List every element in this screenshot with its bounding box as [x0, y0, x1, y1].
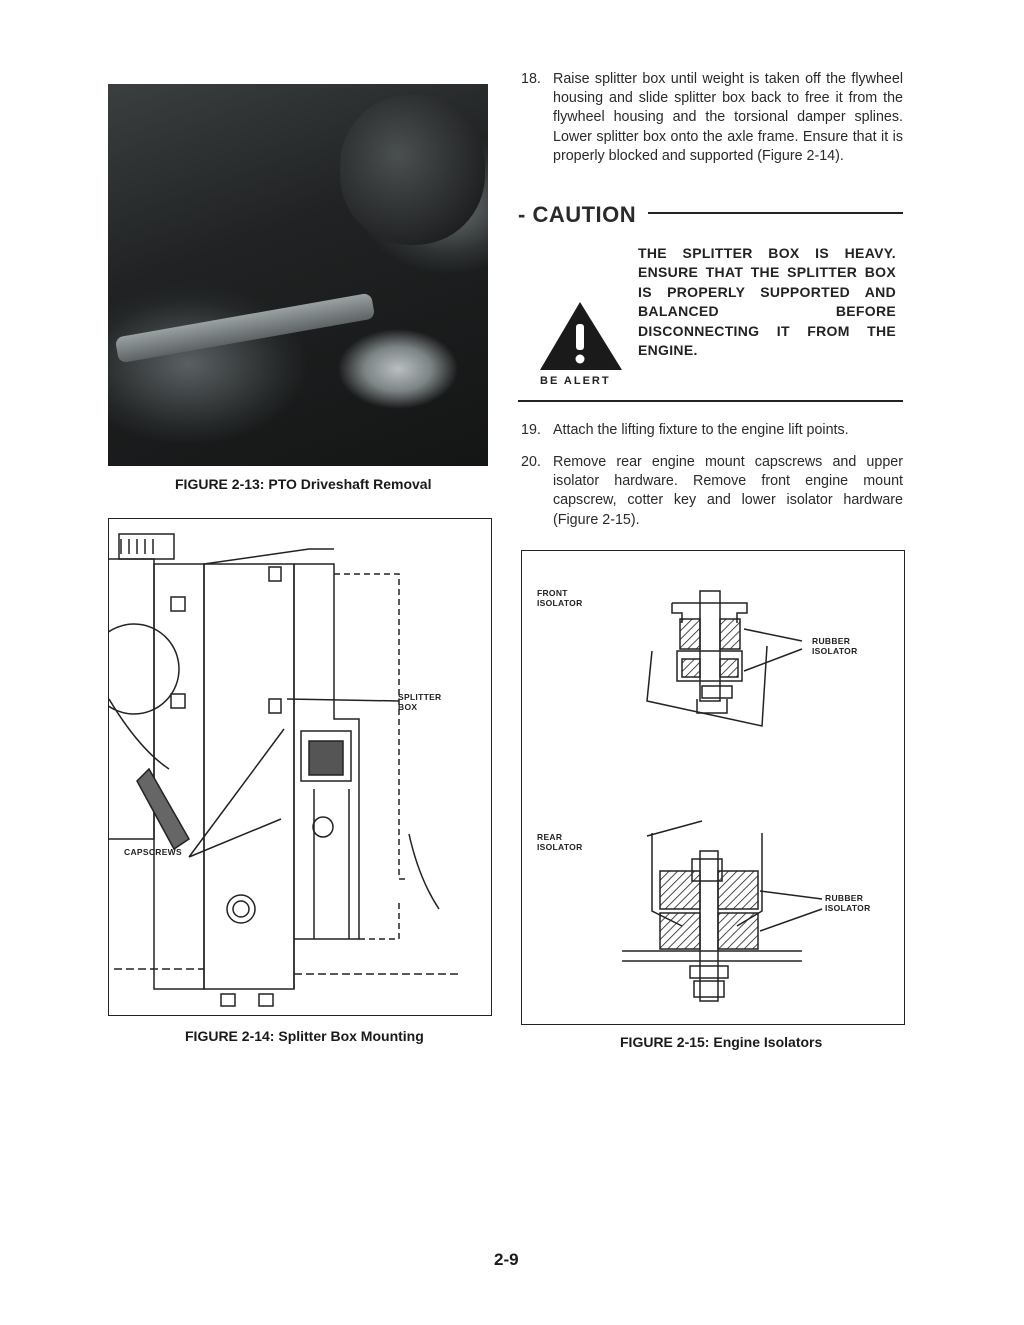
splitter-box-drawing	[109, 519, 491, 1015]
page-number: 2-9	[494, 1250, 519, 1269]
figure-2-14-caption: FIGURE 2-14: Splitter Box Mounting	[185, 1028, 424, 1044]
splitter-label-line2: BOX	[398, 702, 418, 712]
be-alert-label: BE ALERT	[540, 375, 611, 387]
warning-triangle-icon	[538, 298, 628, 373]
figure-2-14-diagram	[108, 518, 492, 1016]
front-isolator-label	[537, 588, 583, 608]
caution-rule-bottom	[518, 400, 903, 402]
rear-label-line1: REAR	[537, 832, 563, 842]
rubber-label-line1: RUBBER	[825, 893, 864, 903]
step-text: Attach the lifting fixture to the engine lift points.	[553, 422, 849, 438]
caution-rule-top	[648, 212, 903, 214]
step-number: 19.	[521, 422, 541, 438]
rear-label-line2: ISOLATOR	[537, 842, 583, 852]
caution-heading	[518, 202, 636, 228]
splitter-label-line1: SPLITTER	[398, 692, 442, 702]
figure-2-13-caption: FIGURE 2-13: PTO Driveshaft Removal	[175, 476, 432, 492]
rubber-label-line2: ISOLATOR	[812, 646, 858, 656]
capscrews-label: CAPSCREWS	[124, 847, 182, 857]
front-label-line1: FRONT	[537, 588, 568, 598]
rubber-label-line2: ISOLATOR	[825, 903, 871, 913]
caution-dash: -	[518, 202, 533, 227]
rubber-label-line1: RUBBER	[812, 636, 851, 646]
splitter-box-label	[398, 692, 442, 712]
step-number: 20.	[521, 454, 541, 470]
caution-title: CAUTION	[532, 202, 637, 227]
engine-isolators-drawing	[522, 551, 904, 1024]
step-text: Remove rear engine mount capscrews and upper isolator hardware. Remove front engine mount capscrew, cotter key and lower isolator hardware (Figure 2-15).	[553, 454, 903, 528]
figure-2-15-caption: FIGURE 2-15: Engine Isolators	[620, 1034, 823, 1050]
caution-text: THE SPLITTER BOX IS HEAVY. ENSURE THAT THE SPLITTER BOX IS PROPERLY SUPPORTED AND BALANCED BEFORE DISCONNECTING IT FROM THE ENGINE.	[638, 245, 896, 359]
rubber-isolator-label-rear	[825, 893, 871, 913]
figure-2-15-diagram	[521, 550, 905, 1025]
front-label-line2: ISOLATOR	[537, 598, 583, 608]
rubber-isolator-label-front	[812, 636, 858, 656]
photo-hose-detail	[340, 95, 485, 245]
step-text: Raise splitter box until weight is taken off the flywheel housing and slide splitter box back to free it from the flywheel housing and the torsional damper splines. Lower splitter box onto the axle frame. Ensure that it is properly blocked and supported (Figure 2-14).	[553, 71, 903, 164]
rear-isolator-label	[537, 832, 583, 852]
step-number: 18.	[521, 71, 541, 87]
